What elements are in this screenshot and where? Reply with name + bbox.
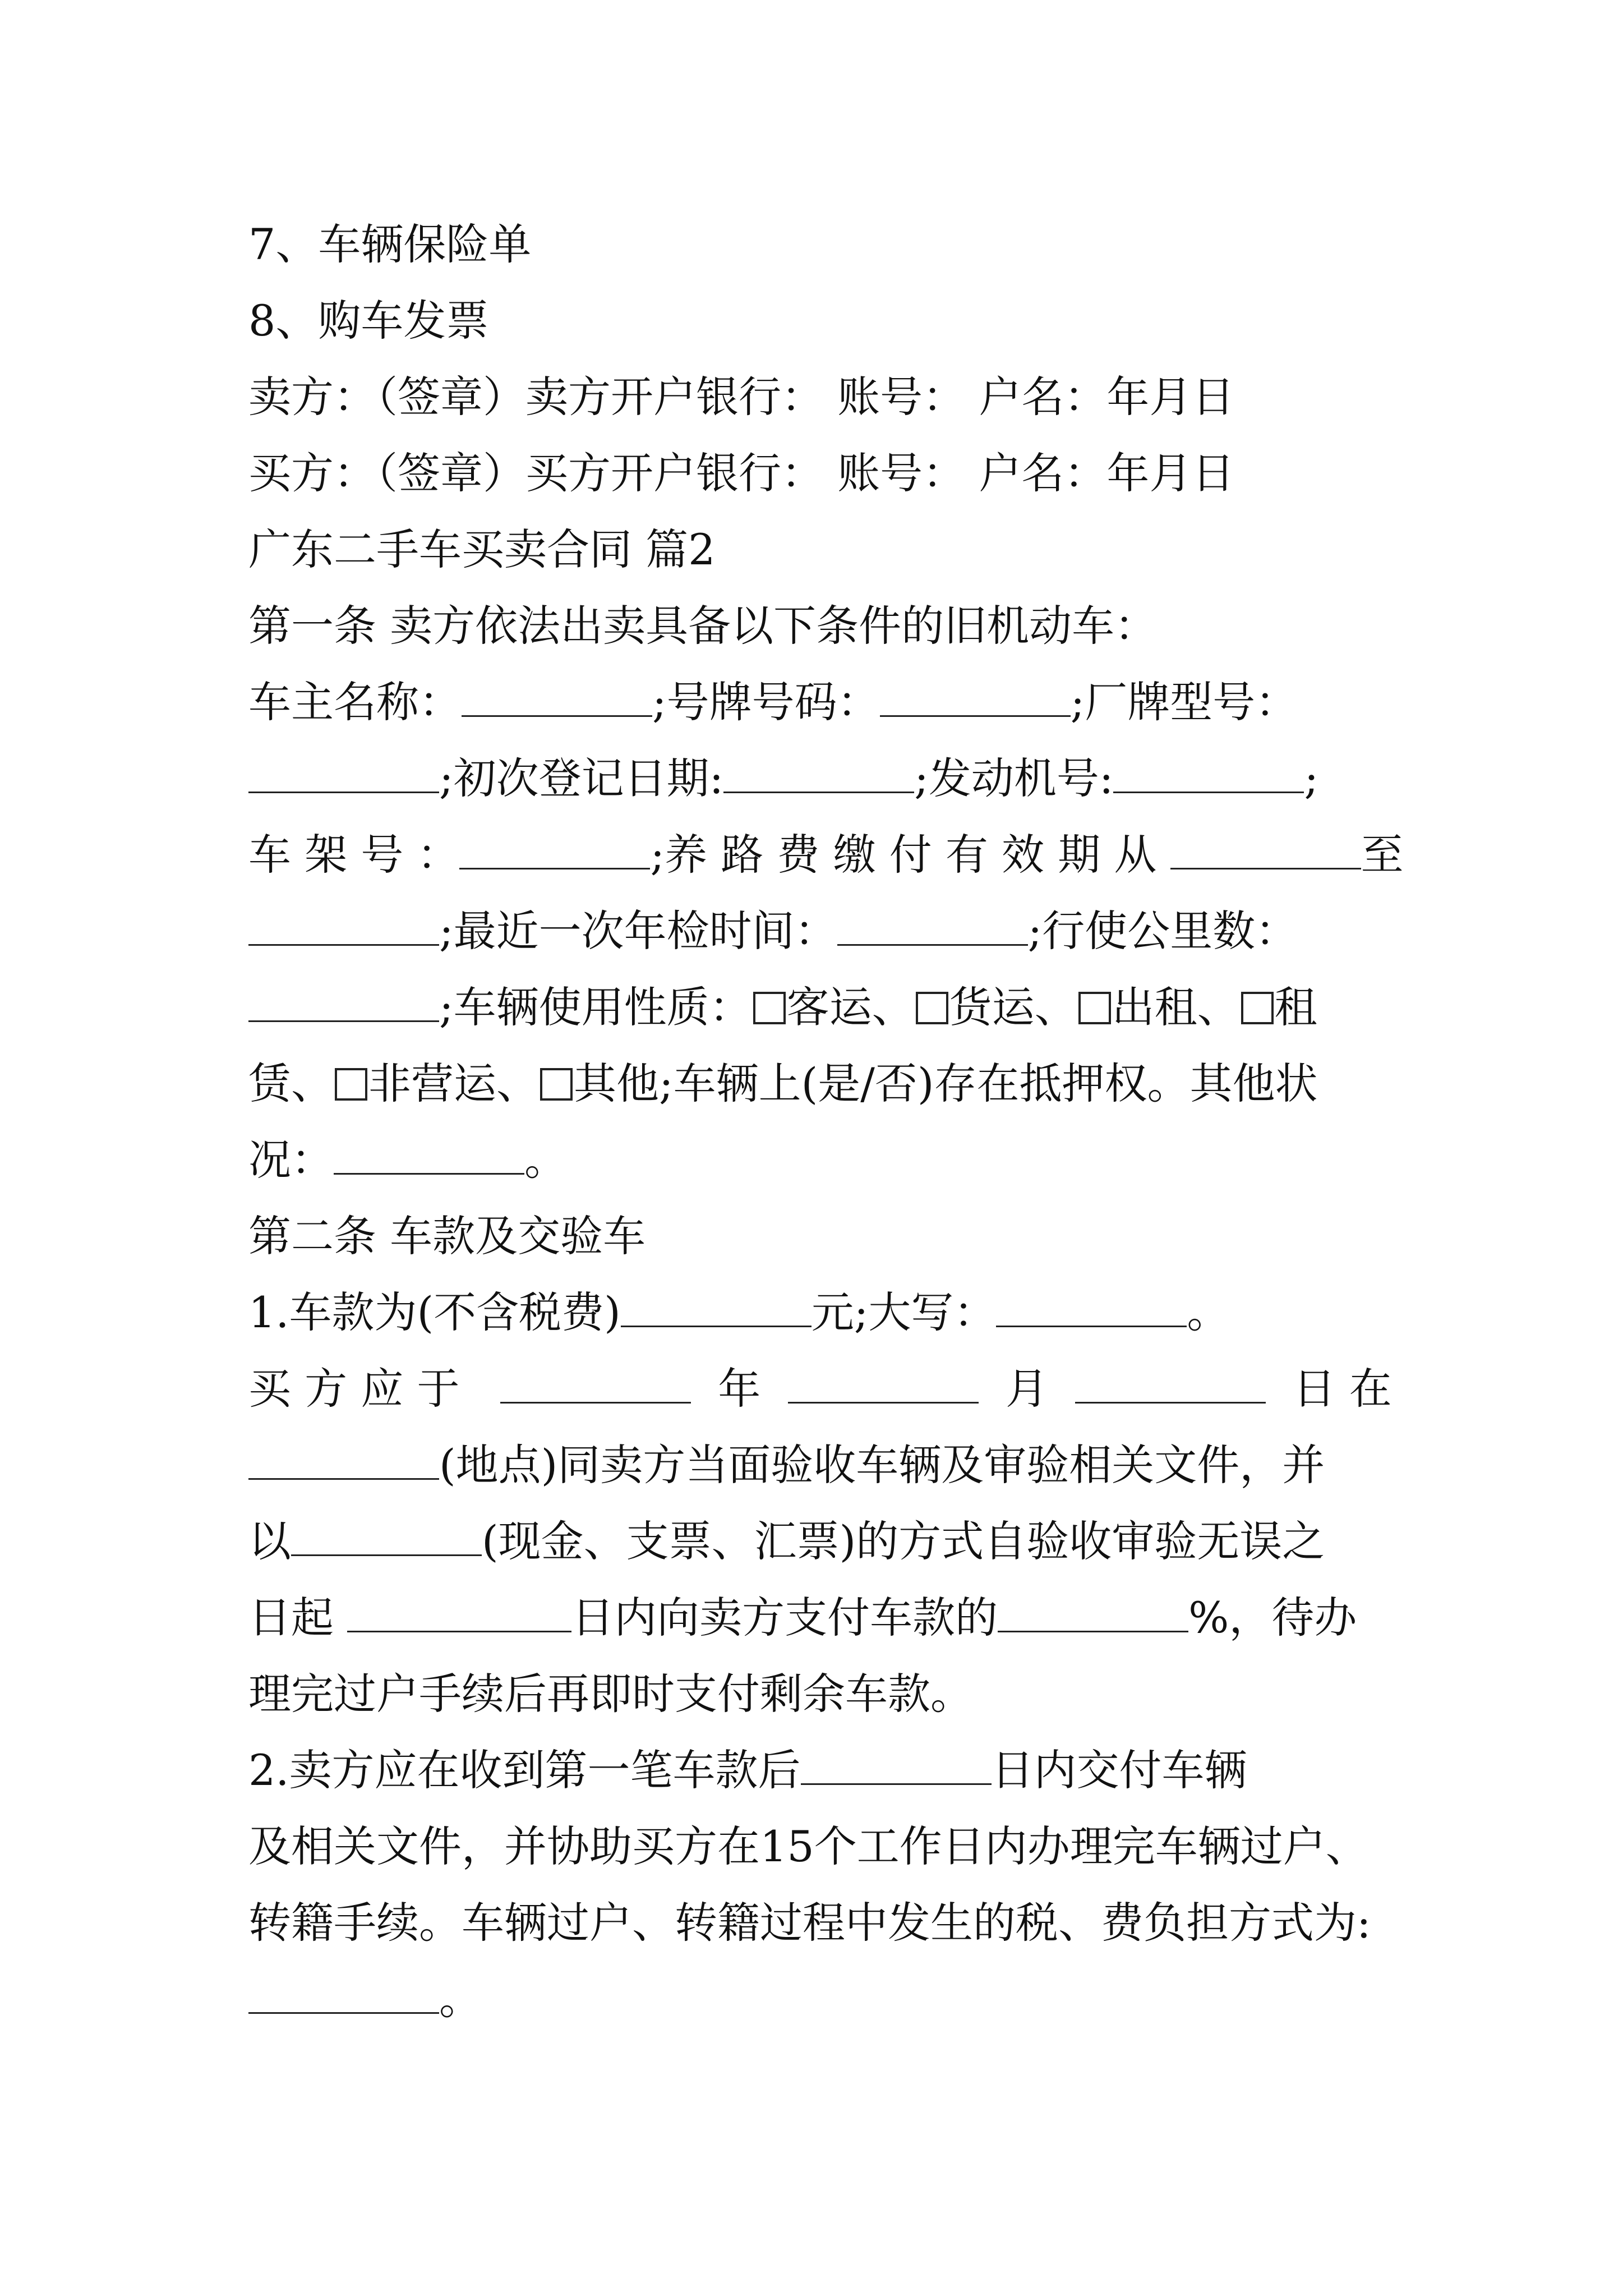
text: ;	[1304, 753, 1319, 803]
text: 。	[439, 1974, 482, 2024]
text: ;初次登记日期:	[439, 753, 724, 803]
line-item-7	[248, 218, 531, 272]
vin-blank[interactable]	[459, 829, 650, 869]
toll-valid-from-blank[interactable]	[1170, 829, 1361, 869]
text: (地点)同卖方当面验收车辆及审验相关文件，并	[439, 1440, 1325, 1490]
checkbox-taxi[interactable]	[1078, 992, 1111, 1024]
checkbox-passenger[interactable]	[753, 992, 786, 1024]
engine-number-blank[interactable]	[1113, 752, 1304, 793]
delivery-line-1	[248, 1743, 1247, 1797]
text: 至	[1361, 830, 1404, 880]
text: 第一条 卖方依法出卖具备以下条件的旧机动车：	[248, 601, 1158, 651]
text: 。	[1187, 1287, 1230, 1337]
text: 月	[1005, 1364, 1048, 1414]
month-blank[interactable]	[788, 1363, 979, 1404]
text: 租	[1274, 982, 1317, 1032]
line-item-8	[248, 294, 488, 348]
model-blank[interactable]	[248, 752, 439, 793]
text: 7、车辆保险单	[248, 219, 532, 269]
text: 客运、	[786, 982, 915, 1032]
location-blank[interactable]	[248, 1439, 439, 1480]
text: 车 架 号 ：	[248, 830, 460, 880]
text: 2.卖方应在收到第一笔车款后	[248, 1745, 801, 1795]
vehicle-info-line-1	[248, 675, 1298, 729]
owner-name-blank[interactable]	[462, 676, 652, 717]
buyer-signature-line	[248, 447, 1234, 500]
article-1-heading	[248, 599, 1157, 653]
text: 买 方 应 于	[248, 1364, 460, 1414]
text: ;厂牌型号：	[1070, 677, 1298, 727]
delivery-line-2	[248, 1820, 1368, 1874]
toll-valid-to-blank[interactable]	[248, 905, 439, 946]
text: 第二条 车款及交验车	[248, 1211, 646, 1261]
checkbox-non-commercial[interactable]	[335, 1068, 367, 1101]
text: 转籍手续。车辆过户、转籍过程中发生的税、费负担方式为:	[248, 1898, 1371, 1948]
text: 。	[524, 1135, 567, 1185]
text: (现金、支票、汇票)的方式自验收审验无误之	[482, 1516, 1325, 1566]
other-status-blank[interactable]	[334, 1134, 524, 1175]
text: 其他;车辆上(是/否)存在抵押权。其他状	[574, 1059, 1318, 1108]
text: 及相关文件，并协助买方在15个工作日内办理完车辆过户、	[248, 1821, 1368, 1871]
percent-blank[interactable]	[998, 1591, 1188, 1632]
text: 赁、	[248, 1059, 334, 1108]
inspection-date-blank[interactable]	[837, 905, 1028, 946]
day-blank[interactable]	[1075, 1363, 1266, 1404]
text: 日起	[248, 1593, 334, 1642]
year-blank[interactable]	[500, 1363, 691, 1404]
text: 理完过户手续后再即时支付剩余车款。	[248, 1669, 973, 1719]
text: 出租、	[1112, 982, 1240, 1032]
tax-fee-blank[interactable]	[248, 1973, 439, 2014]
delivery-line-4	[248, 1972, 482, 2026]
payment-line-2	[248, 1362, 1392, 1416]
mileage-blank[interactable]	[248, 981, 439, 1022]
text: 买方：（签章）买方开户银行： 账号： 户名：年月日	[248, 448, 1235, 498]
vehicle-info-line-3	[248, 828, 1404, 882]
vehicle-info-line-2	[248, 752, 1318, 806]
price-blank[interactable]	[621, 1286, 811, 1327]
checkbox-lease[interactable]	[1241, 992, 1274, 1024]
text: ;最近一次年检时间：	[439, 906, 837, 956]
vehicle-info-line-7	[248, 1133, 567, 1187]
text: 年	[718, 1364, 761, 1414]
text: 日内交付车辆	[991, 1745, 1247, 1795]
delivery-line-3	[248, 1896, 1371, 1950]
text: 况：	[248, 1135, 334, 1185]
text: 非营运、	[368, 1059, 539, 1108]
payment-line-3	[248, 1438, 1325, 1492]
vehicle-info-line-5	[248, 981, 1317, 1034]
text: 8、购车发票	[248, 296, 489, 346]
text: 1.车款为(不含税费)	[248, 1287, 621, 1337]
text: 以	[248, 1516, 291, 1566]
seller-signature-line	[248, 370, 1234, 424]
payment-line-5	[248, 1591, 1357, 1645]
text: ;号牌号码：	[652, 677, 880, 727]
payment-line-1	[248, 1286, 1229, 1340]
text: 日内向卖方支付车款的	[571, 1593, 998, 1642]
plate-number-blank[interactable]	[880, 676, 1071, 717]
text: 车主名称：	[248, 677, 462, 727]
text: %，待办	[1188, 1593, 1357, 1642]
registration-date-blank[interactable]	[723, 752, 914, 793]
text: 卖方：（签章）卖方开户银行： 账号： 户名：年月日	[248, 372, 1235, 422]
text: 货运、	[949, 982, 1077, 1032]
price-words-blank[interactable]	[996, 1286, 1187, 1327]
payment-line-6	[248, 1667, 973, 1721]
days-blank[interactable]	[347, 1591, 571, 1632]
section-title	[248, 523, 716, 577]
text: 广东二手车买卖合同 篇2	[248, 524, 716, 574]
text: ;发动机号:	[914, 753, 1114, 803]
checkbox-other[interactable]	[540, 1068, 573, 1101]
checkbox-freight[interactable]	[916, 992, 948, 1024]
text: 元;大写：	[811, 1287, 997, 1337]
vehicle-info-line-6	[248, 1057, 1318, 1111]
payment-line-4	[248, 1515, 1325, 1568]
delivery-days-blank[interactable]	[801, 1744, 992, 1785]
article-2-heading	[248, 1209, 645, 1263]
vehicle-info-line-4	[248, 904, 1298, 958]
text: 日 在	[1293, 1364, 1392, 1414]
text: ;车辆使用性质：	[439, 982, 752, 1032]
payment-method-blank[interactable]	[291, 1515, 482, 1556]
text: ;行使公里数：	[1027, 906, 1298, 956]
text: ;养 路 费 缴 付 有 效 期 从	[650, 830, 1157, 880]
